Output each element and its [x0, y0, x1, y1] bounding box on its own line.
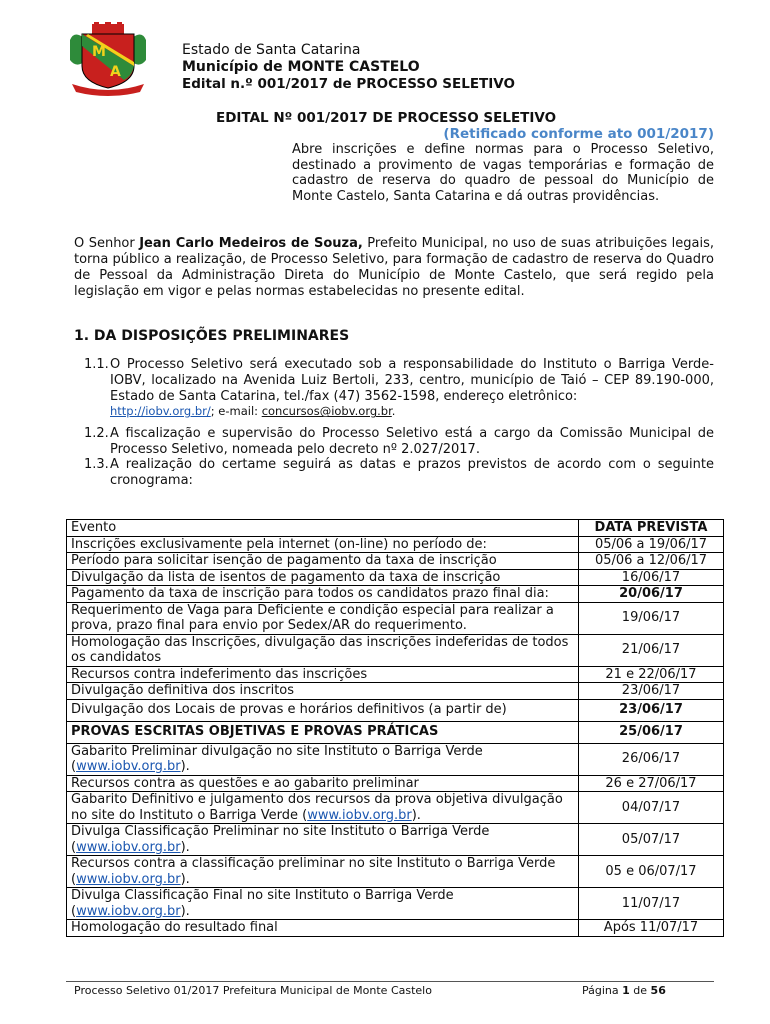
table-row — [67, 666, 724, 683]
mayor-name: Jean Carlo Medeiros de Souza, — [139, 236, 363, 251]
list-item — [84, 357, 714, 420]
intro-prefix: O Senhor — [74, 236, 140, 251]
iobv-link[interactable]: www.iobv.org.br — [76, 759, 181, 774]
item-text: A fiscalização e supervisão do Processo Seletivo está a cargo da Comissão Municipal de Processo Seletivo, nomeada pelo decreto nº 2.027/2017. — [110, 426, 714, 457]
event-cell — [67, 824, 579, 856]
date-cell: Após 11/07/17 — [579, 920, 724, 937]
item-text: O Processo Seletivo será executado sob a responsabilidade do Instituto o Barriga Verde-IOBV, localizado na Avenida Luiz Bertoli, 233, centro, município de Taió – CEP 89.190-000, Estado de Santa Catarina, tel./fax (47) 3562-1598, endereço eletrônico: — [110, 357, 714, 404]
svg-text:M: M — [92, 44, 106, 60]
date-cell: 11/07/17 — [579, 888, 724, 920]
document-header — [182, 42, 515, 93]
event-text: Divulga Classificação Preliminar no site Instituto o Barriga Verde ( — [71, 824, 490, 855]
event-cell: Recursos contra as questões e ao gabarito preliminar — [67, 775, 579, 792]
table-row — [67, 792, 724, 824]
footer-text: Processo Seletivo 01/2017 Prefeitura Municipal de Monte Castelo — [74, 984, 432, 997]
page-current: 1 — [622, 984, 630, 997]
date-cell: 20/06/17 — [579, 586, 724, 603]
date-cell: 23/06/17 — [579, 699, 724, 721]
iobv-link[interactable]: www.iobv.org.br — [76, 839, 181, 855]
date-cell: 21/06/17 — [579, 634, 724, 666]
retification-note: (Retificado conforme ato 001/2017) — [443, 126, 714, 142]
item-number: 1.2. — [84, 426, 109, 441]
email-label: ; e-mail: — [210, 404, 262, 419]
section-heading: 1. DA DISPOSIÇÕES PRELIMINARES — [74, 328, 350, 344]
iobv-link[interactable]: www.iobv.org.br — [76, 871, 181, 887]
date-cell: 19/06/17 — [579, 602, 724, 634]
page-total: 56 — [650, 984, 666, 997]
date-cell: 25/06/17 — [579, 721, 724, 743]
table-row — [67, 569, 724, 586]
table-row — [67, 824, 724, 856]
event-text-end: ). — [180, 759, 190, 774]
event-cell: Período para solicitar isenção de pagamento da taxa de inscrição — [67, 553, 579, 570]
event-cell: Divulgação definitiva dos inscritos — [67, 683, 579, 700]
table-row — [67, 856, 724, 888]
event-text-end: ). — [180, 871, 190, 887]
item-number: 1.1. — [84, 357, 109, 372]
table-row — [67, 553, 724, 570]
event-cell: Divulgação dos Locais de provas e horários definitivos (a partir de) — [67, 699, 579, 721]
table-row — [67, 586, 724, 603]
date-cell: 05/06 a 12/06/17 — [579, 553, 724, 570]
event-text: Divulga Classificação Final no site Instituto o Barriga Verde ( — [71, 888, 454, 919]
event-cell — [67, 743, 579, 775]
document-title: EDITAL Nº 001/2017 DE PROCESSO SELETIVO — [216, 110, 557, 126]
event-text: Gabarito Definitivo e julgamento dos recursos da prova objetiva divulgação no site do Instituto o Barriga Verde ( — [71, 792, 563, 823]
table-row — [67, 888, 724, 920]
event-text: Gabarito Preliminar divulgação no site Instituto o Barriga Verde ( — [71, 743, 483, 774]
event-text-end: ). — [411, 807, 421, 823]
event-cell — [67, 856, 579, 888]
date-cell: 26 e 27/06/17 — [579, 775, 724, 792]
footer-divider — [66, 981, 714, 982]
iobv-website-link[interactable]: http://iobv.org.br/ — [110, 404, 211, 419]
event-cell: Pagamento da taxa de inscrição para todos os candidatos prazo final dia: — [67, 586, 579, 603]
list-item — [84, 426, 714, 458]
municipality-name: Município de MONTE CASTELO — [182, 59, 420, 75]
event-cell: Inscrições exclusivamente pela internet (on-line) no período de: — [67, 536, 579, 553]
item-number: 1.3. — [84, 457, 109, 472]
event-text-end: ). — [180, 903, 190, 919]
date-cell: 21 e 22/06/17 — [579, 666, 724, 683]
iobv-link[interactable]: www.iobv.org.br — [307, 807, 412, 823]
event-cell: Recursos contra indeferimento das inscrições — [67, 666, 579, 683]
page-label: Página — [582, 984, 623, 997]
item-text: A realização do certame seguirá as datas e prazos previstos de acordo com o seguinte cronograma: — [110, 457, 714, 488]
date-cell: 05/06 a 19/06/17 — [579, 536, 724, 553]
date-cell: 05/07/17 — [579, 824, 724, 856]
table-row — [67, 536, 724, 553]
table-row — [67, 920, 724, 937]
page-of: de — [629, 984, 651, 997]
event-cell: Divulgação da lista de isentos de pagamento da taxa de inscrição — [67, 569, 579, 586]
intro-paragraph — [74, 236, 714, 300]
page-number — [582, 984, 666, 997]
event-cell: Homologação do resultado final — [67, 920, 579, 937]
edital-summary: Abre inscrições e define normas para o Processo Seletivo, destinado a provimento de vagas temporárias e formação de cadastro de reserva do quadro de pessoal do Município de Monte Castelo, Santa Catarina e dá outras providências. — [292, 142, 714, 204]
event-cell: Requerimento de Vaga para Deficiente e condição especial para realizar a prova, prazo final para envio por Sedex/AR do requerimento. — [67, 602, 579, 634]
edital-reference: Edital n.º 001/2017 de PROCESSO SELETIVO — [182, 76, 515, 92]
event-cell: Homologação das Inscrições, divulgação das inscrições indeferidas de todos os candidatos — [67, 634, 579, 666]
table-row — [67, 775, 724, 792]
schedule-table — [66, 519, 724, 937]
table-row — [67, 743, 724, 775]
item-end: . — [391, 404, 396, 419]
header-event: Evento — [67, 520, 579, 537]
date-cell: 26/06/17 — [579, 743, 724, 775]
event-cell — [67, 888, 579, 920]
iobv-link[interactable]: www.iobv.org.br — [76, 903, 181, 919]
state-name: Estado de Santa Catarina — [182, 42, 361, 58]
table-row — [67, 721, 724, 743]
event-cell: PROVAS ESCRITAS OBJETIVAS E PROVAS PRÁTICAS — [67, 721, 579, 743]
header-date: DATA PREVISTA — [579, 520, 724, 537]
table-row — [67, 634, 724, 666]
event-text: Recursos contra a classificação preliminar no site Instituto o Barriga Verde ( — [71, 856, 556, 887]
table-row — [67, 683, 724, 700]
list-item — [84, 457, 714, 489]
email-link[interactable]: concursos@iobv.org.br — [261, 404, 392, 419]
event-text-end: ). — [180, 839, 190, 855]
table-row — [67, 602, 724, 634]
table-row — [67, 699, 724, 721]
table-header-row — [67, 520, 724, 537]
date-cell: 05 e 06/07/17 — [579, 856, 724, 888]
municipal-crest-logo — [66, 22, 150, 96]
date-cell: 04/07/17 — [579, 792, 724, 824]
intro-rest: Prefeito Municipal, no uso de suas atribuições legais, torna público a realização, de Processo Seletivo, para formação de cadastro de reserva do Quadro de Pessoal da Administração Direta do Município de Monte Castelo, que será regido pela legislação em vigor e pelas normas estabelecidas no presente edital. — [74, 236, 714, 299]
svg-text:A: A — [110, 64, 121, 80]
date-cell: 16/06/17 — [579, 569, 724, 586]
date-cell: 23/06/17 — [579, 683, 724, 700]
event-cell — [67, 792, 579, 824]
